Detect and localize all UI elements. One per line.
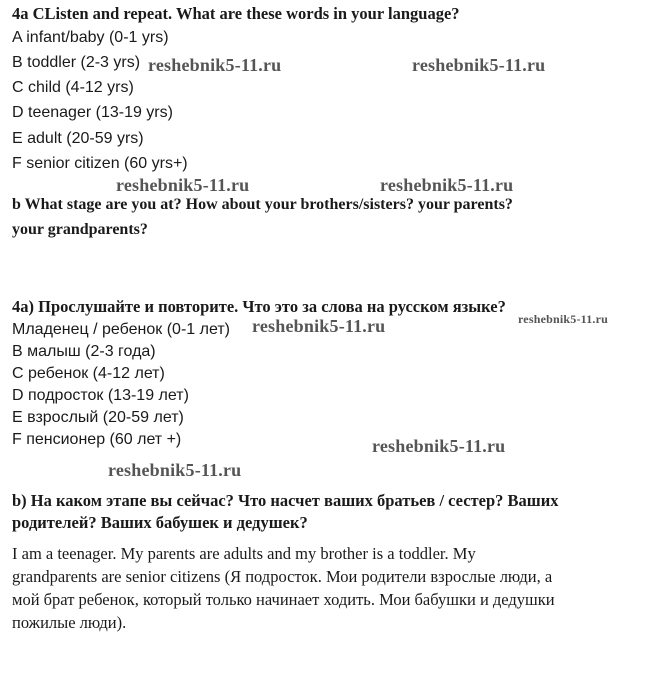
english-question-b-line1: b What stage are you at? How about your brothers/sisters? your parents? <box>12 196 513 213</box>
watermark: reshebnik5-11.ru <box>252 316 386 336</box>
watermark: reshebnik5-11.ru <box>116 175 250 195</box>
russian-heading: 4a) Прослушайте и повторите. Что это за слова на русском языке? <box>12 297 506 316</box>
answer-line-1: I am a teenager. My parents are adults and my brother is a toddler. My <box>12 544 476 563</box>
watermark: reshebnik5-11.ru <box>148 55 282 75</box>
russian-item-e: E взрослый (20-59 лет) <box>12 409 184 426</box>
english-item-a: A infant/baby (0-1 yrs) <box>12 29 169 46</box>
russian-item-a: Младенец / ребенок (0-1 лет) <box>12 321 230 338</box>
answer-paragraph <box>12 542 652 634</box>
english-item-f: F senior citizen (60 yrs+) <box>12 155 188 172</box>
watermark: reshebnik5-11.ru <box>372 436 506 456</box>
watermark: reshebnik5-11.ru <box>518 312 608 326</box>
watermark: reshebnik5-11.ru <box>412 55 546 75</box>
russian-item-f: F пенсионер (60 лет +) <box>12 431 182 448</box>
answer-line-4: пожилые люди). <box>12 613 127 632</box>
english-item-d: D teenager (13-19 yrs) <box>12 104 173 121</box>
watermark: reshebnik5-11.ru <box>380 175 514 195</box>
english-item-e: E adult (20-59 yrs) <box>12 130 144 147</box>
english-item-b: B toddler (2-3 yrs) <box>12 54 141 71</box>
watermark: reshebnik5-11.ru <box>108 460 242 480</box>
english-heading: 4a CListen and repeat. What are these words in your language? <box>12 4 460 23</box>
english-question-b-line2: your grandparents? <box>12 221 148 238</box>
answer-line-3: мой брат ребенок, который только начинает ходить. Мои бабушки и дедушки <box>12 590 555 609</box>
english-item-c: C child (4-12 yrs) <box>12 79 134 96</box>
answer-line-2: grandparents are senior citizens (Я подросток. Мои родители взрослые люди, а <box>12 567 553 586</box>
russian-item-b: B малыш (2-3 года) <box>12 343 156 360</box>
russian-item-c: C ребенок (4-12 лет) <box>12 365 165 382</box>
russian-question-b-line2: родителей? Ваших бабушек и дедушек? <box>12 513 308 532</box>
russian-question-b-line1: b) На каком этапе вы сейчас? Что насчет ваших братьев / сестер? Ваших <box>12 491 559 510</box>
russian-item-d: D подросток (13-19 лет) <box>12 387 189 404</box>
